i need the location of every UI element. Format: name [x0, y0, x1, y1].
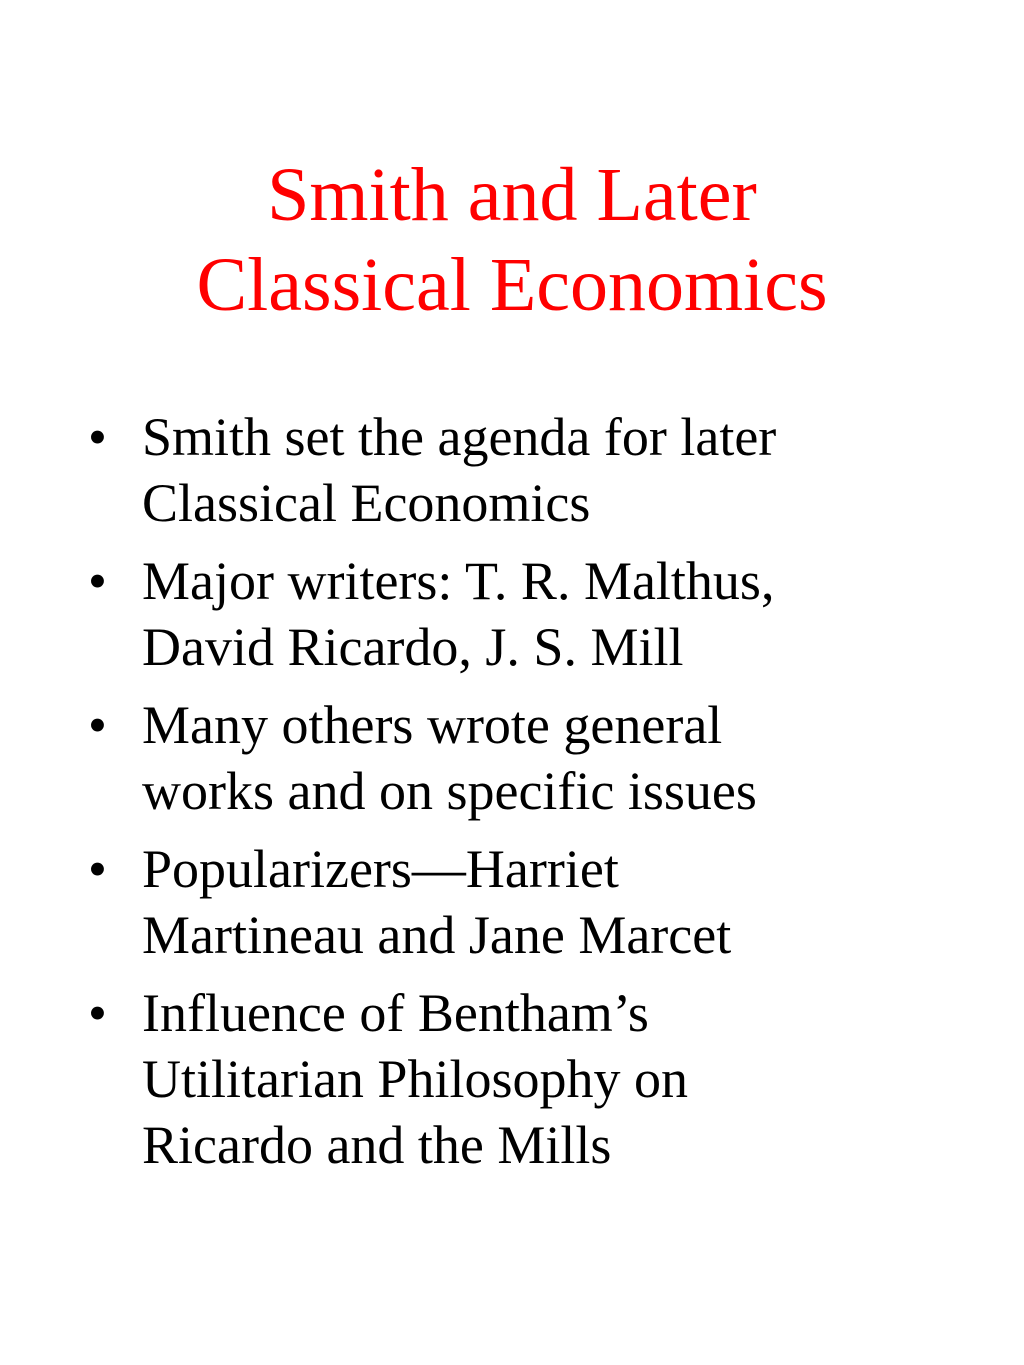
list-item [88, 980, 988, 1178]
bullet-list [88, 404, 988, 1190]
bullet-line: Smith set the agenda for later [142, 407, 777, 467]
list-item [88, 548, 988, 680]
bullet-line: Major writers: T. R. Malthus, [142, 551, 775, 611]
bullet-line: Martineau and Jane Marcet [142, 905, 732, 965]
bullet-line: Many others wrote general [142, 695, 723, 755]
bullet-line: Utilitarian Philosophy on [142, 1049, 688, 1109]
bullet-icon: • [88, 839, 107, 899]
list-item [88, 836, 988, 968]
bullet-text [142, 980, 988, 1178]
slide-title-line: Classical Economics [196, 243, 828, 327]
bullet-icon: • [88, 407, 107, 467]
bullet-line: Influence of Bentham’s [142, 983, 649, 1043]
bullet-text [142, 548, 988, 680]
bullet-text [142, 692, 988, 824]
bullet-line: Ricardo and the Mills [142, 1115, 612, 1175]
bullet-icon: • [88, 983, 107, 1043]
bullet-icon: • [88, 551, 107, 611]
bullet-text [142, 836, 988, 968]
bullet-icon: • [88, 695, 107, 755]
bullet-text [142, 404, 988, 536]
bullet-line: David Ricardo, J. S. Mill [142, 617, 684, 677]
bullet-line: Popularizers—Harriet [142, 839, 619, 899]
list-item [88, 692, 988, 824]
slide-title-line: Smith and Later [267, 153, 757, 237]
slide-title [0, 150, 1024, 330]
bullet-line: Classical Economics [142, 473, 591, 533]
list-item [88, 404, 988, 536]
bullet-line: works and on specific issues [142, 761, 757, 821]
